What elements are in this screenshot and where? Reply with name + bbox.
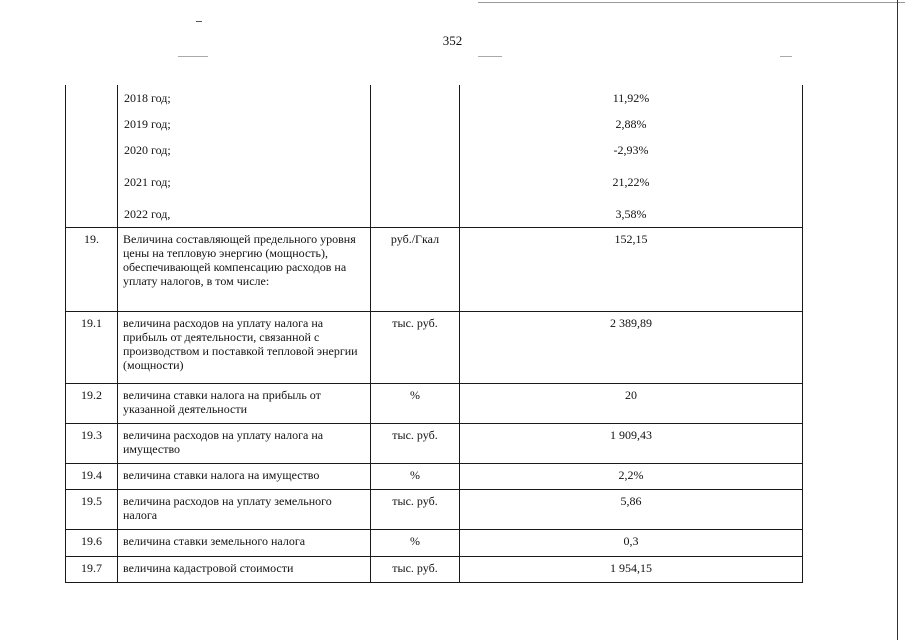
row-unit (371, 163, 460, 195)
row-name: величина кадастровой стоимости (118, 557, 371, 583)
row-number: 19.4 (66, 464, 118, 490)
year-label: 2018 год; (118, 85, 371, 111)
year-value: 3,58% (460, 195, 803, 228)
scan-artifact (178, 56, 208, 57)
row-unit (371, 111, 460, 137)
row-unit: % (371, 530, 460, 557)
row-name: величина ставки земельного налога (118, 530, 371, 557)
row-name: величина расходов на уплату налога на прибыль от деятельности, связанной с производством и поставкой тепловой энергии (мощности) (118, 312, 371, 384)
row-value: 0,3 (460, 530, 803, 557)
row-unit (371, 195, 460, 228)
year-label: 2020 год; (118, 137, 371, 163)
row-name: величина ставки налога на прибыль от указанной деятельности (118, 384, 371, 424)
table-row (66, 557, 803, 583)
year-value: 21,22% (460, 163, 803, 195)
row-value: 5,86 (460, 490, 803, 530)
year-label: 2022 год, (118, 195, 371, 228)
year-value: 2,88% (460, 111, 803, 137)
table-row (66, 228, 803, 312)
row-number (66, 163, 118, 195)
table-row (66, 424, 803, 464)
tariff-table (65, 85, 803, 583)
row-number (66, 85, 118, 111)
row-number: 19.7 (66, 557, 118, 583)
page-number: 352 (442, 33, 463, 48)
row-value: 1 909,43 (460, 424, 803, 464)
scan-artifact (478, 56, 502, 57)
row-unit: тыс. руб. (371, 312, 460, 384)
scan-artifact (196, 21, 202, 22)
row-name: величина расходов на уплату земельного налога (118, 490, 371, 530)
row-unit: тыс. руб. (371, 424, 460, 464)
row-name: Величина составляющей предельного уровня цены на тепловую энергию (мощность), обеспечивающей компенсацию расходов на уплату налогов, в том числе: (118, 228, 371, 312)
table-row (66, 312, 803, 384)
row-number: 19.3 (66, 424, 118, 464)
table-row (66, 195, 803, 228)
table-row (66, 137, 803, 163)
table-row (66, 85, 803, 111)
row-unit (371, 85, 460, 111)
table-row (66, 384, 803, 424)
scan-artifact (478, 2, 905, 3)
row-number: 19. (66, 228, 118, 312)
row-number: 19.6 (66, 530, 118, 557)
year-value: 11,92% (460, 85, 803, 111)
year-label: 2021 год; (118, 163, 371, 195)
tariff-table-container (65, 85, 802, 583)
table-row (66, 111, 803, 137)
row-value: 1 954,15 (460, 557, 803, 583)
scan-artifact (897, 0, 898, 640)
table-row (66, 530, 803, 557)
row-unit: % (371, 384, 460, 424)
table-row (66, 464, 803, 490)
row-value: 2 389,89 (460, 312, 803, 384)
row-unit: тыс. руб. (371, 490, 460, 530)
row-value: 2,2% (460, 464, 803, 490)
row-value: 152,15 (460, 228, 803, 312)
row-name: величина ставки налога на имущество (118, 464, 371, 490)
year-label: 2019 год; (118, 111, 371, 137)
table-row (66, 163, 803, 195)
row-name: величина расходов на уплату налога на имущество (118, 424, 371, 464)
row-unit: % (371, 464, 460, 490)
row-number (66, 195, 118, 228)
row-number (66, 111, 118, 137)
row-number (66, 137, 118, 163)
row-value: 20 (460, 384, 803, 424)
row-unit (371, 137, 460, 163)
row-number: 19.5 (66, 490, 118, 530)
row-unit: руб./Гкал (371, 228, 460, 312)
row-number: 19.1 (66, 312, 118, 384)
row-unit: тыс. руб. (371, 557, 460, 583)
table-row (66, 490, 803, 530)
year-value: -2,93% (460, 137, 803, 163)
row-number: 19.2 (66, 384, 118, 424)
scan-artifact (780, 56, 792, 57)
